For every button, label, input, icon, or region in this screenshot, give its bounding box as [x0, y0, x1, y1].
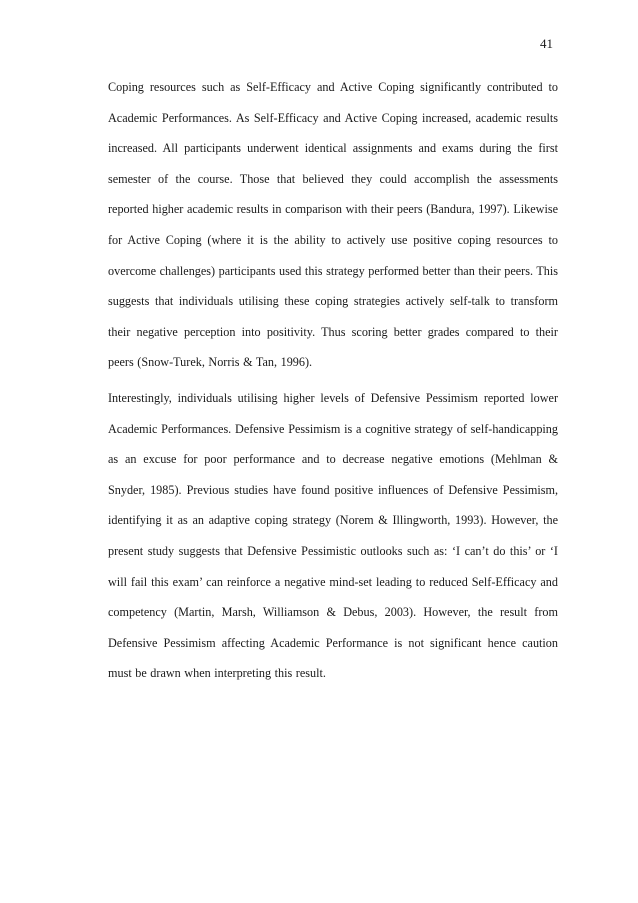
paragraph-coping-resources: Coping resources such as Self-Efficacy and Active Coping significantly contributed to Academic Performances. As Self-Efficacy and Active Coping increased, academic results increased. All participants underwent identical assignments and exams during the first semester of the course. Those that believed they could accomplish the assessments reported higher academic results in comparison with their peers (Bandura, 1997). Likewise for Active Coping (where it is the ability to actively use positive coping resources to overcome challenges) participants used this strategy performed better than their peers. This suggests that individuals utilising these coping strategies actively self-talk to transform their negative perception into positivity. Thus scoring better grades compared to their peers (Snow-Turek, Norris & Tan, 1996).	[108, 80, 558, 370]
page-number: 41	[540, 36, 553, 51]
paragraph-defensive-pessimism: Interestingly, individuals utilising higher levels of Defensive Pessimism reported lower Academic Performances. Defensive Pessimism is a cognitive strategy of self-handicapping as an excuse for poor performance and to decrease negative emotions (Mehlman & Snyder, 1985). Previous studies have found positive influences of Defensive Pessimism, identifying it as an adaptive coping strategy (Norem & Illingworth, 1993). However, the present study suggests that Defensive Pessimistic outlooks such as: ‘I can’t do this’ or ‘I will fail this exam’ can reinforce a negative mind-set leading to reduced Self-Efficacy and competency (Martin, Marsh, Williamson & Debus, 2003). However, the result from Defensive Pessimism affecting Academic Performance is not significant hence caution must be drawn when interpreting this result.	[108, 390, 558, 681]
body-text	[108, 72, 558, 689]
